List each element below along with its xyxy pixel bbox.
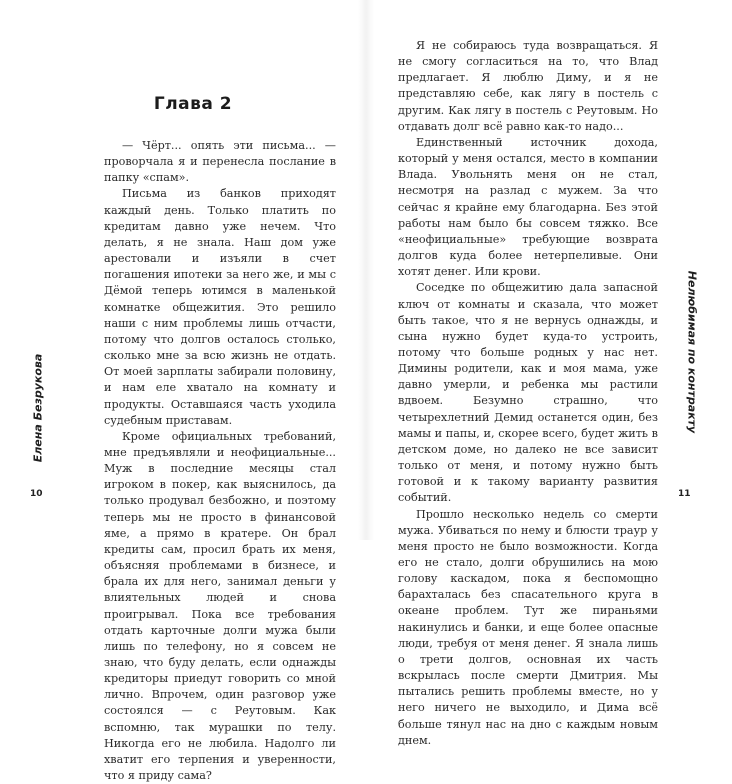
right-page-text [398,38,658,749]
left-page [0,0,366,783]
book-running-title: Нелюбимая по контракту [685,270,699,434]
chapter-title: Глава 2 [153,94,233,114]
paragraph: Единственный источник дохода, который у меня остался, место в компании Влада. Увольнять меня он не стал, несмотря на разлад с мужем. За что сейчас я крайне ему благодарна. Без этой работы нам было бы совсем тяжко. Все «неофициальные» требующие возврата долгов куда более нетерпеливые. Они хотят денег. Или крови. [398,135,658,279]
paragraph: Кроме официальных требований, мне предъявляли и неофициальные... Муж в последние месяцы стал игроком в покер, как выяснилось, да только продувал безбожно, и поэтому теперь мы не просто в финансовой яме, а прямо в кратере. Он брал кредиты сам, просил брать их меня, объясняя проблемами в бизнесе, и брала их для него, занимал деньги у влиятельных людей и снова проигрывал. Пока все требования отдать карточные долги мужа были лишь по телефону, но я совсем не знаю, что буду делать, если однажды кредиторы приедут говорить со мной лично. Впрочем, один разговор уже состоялся — с Реутовым. Как вспомню, так мурашки по телу. Никогда его не любила. Надолго ли хватит его терпения и уверенности, что я приду сама? [104,429,336,783]
page-number-left: 10 [30,489,43,499]
paragraph: Я не собираюсь туда возвращаться. Я не смогу согласиться на то, что Влад предлагает. Я люблю Диму, и я не представляю себе, как лягу в постель с другим. Как лягу в постель с Реутовым. Но отдавать долг всё равно как-то надо... [398,39,658,133]
page-number-right: 11 [678,489,691,499]
paragraph: Письма из банков приходят каждый день. Только платить по кредитам давно уже нечем. Что делать, я не знала. Наш дом уже арестовали и изъяли в счет погашения ипотеки за него же, и мы с Дёмой теперь ютимся в маленькой комнатке общежития. Это решило наши с ним проблемы лишь отчасти, потому что долгов осталось столько, сколько мне за всю жизнь не отдать. От моей зарплаты забирали половину, и нам еле хватало на комнату и продукты. Оставшаяся часть уходила судебным приставам. [104,187,336,427]
book-gutter [358,0,374,540]
paragraph: Прошло несколько недель со смерти мужа. Убиваться по нему и блюсти траур у меня просто не было возможности. Когда его не стало, долги обрушились на мою голову каскадом, пока я беспомощно барахталась без спасательного круга в океане проблем. Тут же пираньями накинулись и банки, и еще более опасные люди, требуя от меня денег. Я знала лишь о трети долгов, основная их часть вскрылась после смерти Дмитрия. Мы пытались решить проблемы вместе, но у него ничего не выходило, и Дима всё больше тянул нас на дно с каждым новым днем. [398,507,658,747]
left-page-text [104,138,336,784]
paragraph: Соседке по общежитию дала запасной ключ от комнаты и сказала, что может быть такое, что я не вернусь однажды, и сына нужно будет куда-то устроить, потому что больше родных у нас нет. Димины родители, как и моя мама, уже давно умерли, и ребенка мы растили вдвоем. Безумно страшно, что четырехлетний Демид останется один, без мамы и папы, и, скорее всего, будет жить в детском доме, но далеко не все зависит только от меня, и потому нужно быть готовой и к такому варианту развития событий. [398,281,658,505]
paragraph: — Чёрт... опять эти письма... — проворчала я и перенесла послание в папку «спам». [104,139,336,185]
author-running-title: Елена Безрукова [31,353,45,463]
